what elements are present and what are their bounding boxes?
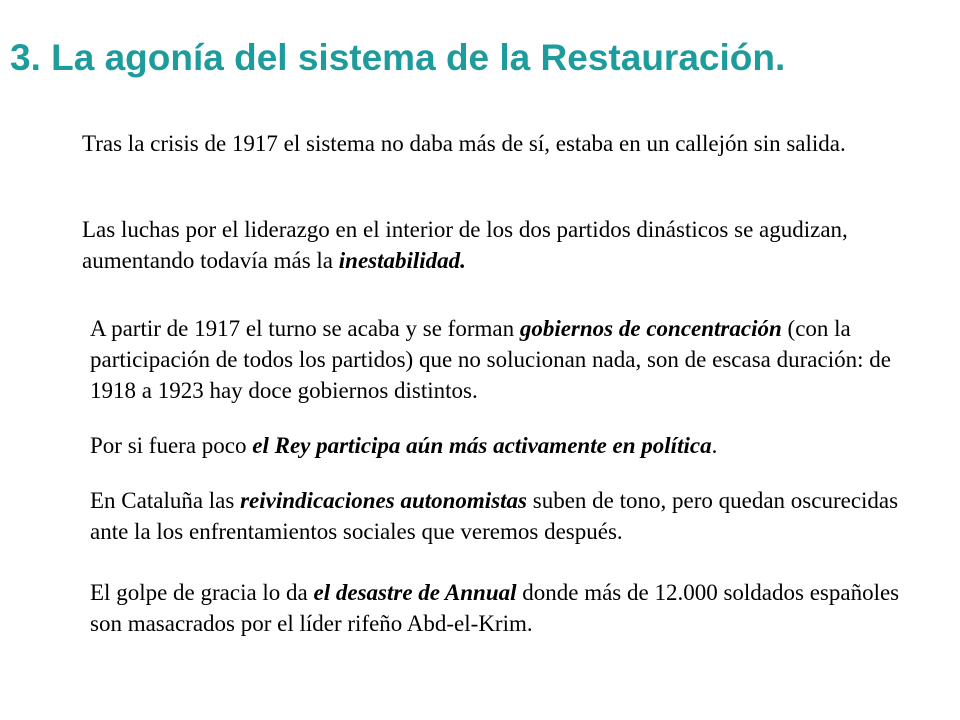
paragraph-catalonia xyxy=(90,485,910,547)
paragraph-text: En Cataluña las xyxy=(90,488,241,513)
paragraph-annual-disaster xyxy=(90,577,910,639)
paragraph-text-end: donde más de 12.000 soldados españoles son masacrados por el líder rifeño Abd-el-Krim. xyxy=(90,580,900,636)
paragraph-concentration-governments xyxy=(90,313,910,406)
paragraph-party-struggles xyxy=(82,214,882,276)
paragraph-king-politics xyxy=(90,430,910,461)
paragraph-text: Por si fuera poco xyxy=(90,433,253,458)
paragraph-text: El golpe de gracia lo da xyxy=(90,580,314,605)
paragraph-text-end: . xyxy=(711,433,718,458)
paragraph-crisis-1917 xyxy=(82,128,902,159)
paragraph-text-end: (con la participación de todos los partidos) que no solucionan nada, son de escasa duración: de 1918 a 1923 hay doce gobiernos distintos. xyxy=(90,316,891,403)
emphasis-text: el desastre de Annual xyxy=(313,580,517,605)
emphasis-text: el Rey participa aún más activamente en política xyxy=(252,433,712,458)
paragraph-text: Tras la crisis de 1917 el sistema no daba más de sí, estaba en un callejón sin salida. xyxy=(82,131,846,156)
paragraph-text: A partir de 1917 el turno se acaba y se forman xyxy=(90,316,520,341)
emphasis-text: reivindicaciones autonomistas xyxy=(240,488,527,513)
slide-title: 3. La agonía del sistema de la Restauración. xyxy=(10,37,786,78)
paragraph-text: Las luchas por el liderazgo en el interior de los dos partidos dinásticos se agudizan, aumentando todavía más la xyxy=(82,217,848,273)
emphasis-text: inestabilidad. xyxy=(338,248,466,273)
paragraph-text-end: suben de tono, pero quedan oscurecidas ante la los enfrentamientos sociales que veremos después. xyxy=(90,488,899,544)
emphasis-text: gobiernos de concentración xyxy=(519,316,782,341)
